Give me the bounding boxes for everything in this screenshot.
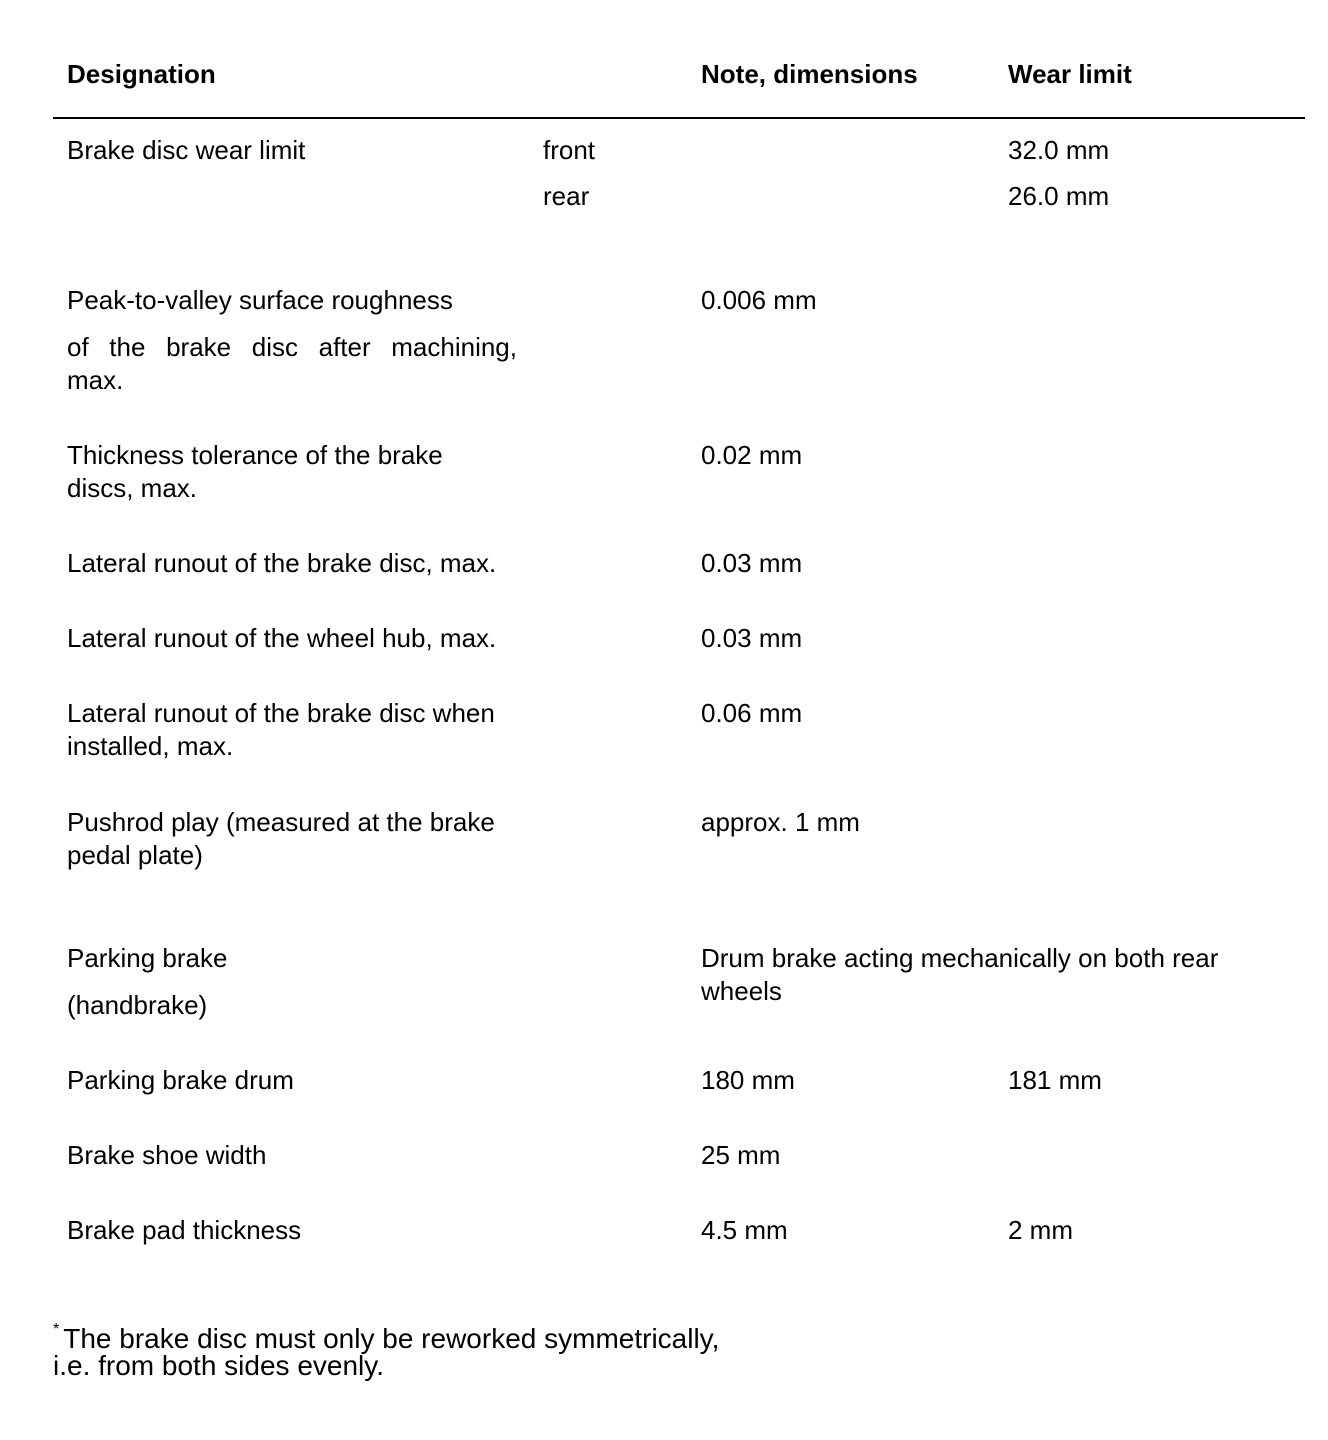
brake-shoe-width-note: 25 mm [701,1140,781,1170]
roughness-label-line3: max. [67,365,124,395]
roughness-label-line2: of the brake disc after machining, [67,332,517,362]
header-designation: Designation [67,59,216,89]
pushrod-play-label-line1: Pushrod play (measured at the brake [67,807,495,837]
pushrod-play-note: approx. 1 mm [701,807,860,837]
lateral-runout-hub-label: Lateral runout of the wheel hub, max. [67,623,497,653]
thickness-tolerance-label-line1: Thickness tolerance of the brake [67,440,443,470]
parking-brake-note-line1: Drum brake acting mechanically on both rear [701,943,1219,973]
brake-pad-thickness-note: 4.5 mm [701,1215,788,1245]
roughness-note: 0.006 mm [701,285,817,315]
thickness-tolerance-note: 0.02 mm [701,440,803,470]
header-wear-limit: Wear limit [1008,59,1132,89]
brake-pad-thickness-wear: 2 mm [1008,1215,1073,1245]
parking-brake-label-line1: Parking brake [67,943,228,973]
front-wear-value: 32.0 mm [1008,135,1110,165]
lateral-runout-hub-note: 0.03 mm [701,623,803,653]
lateral-runout-installed-label-line2: installed, max. [67,731,234,761]
lateral-runout-installed-label-line1: Lateral runout of the brake disc when [67,698,495,728]
lateral-runout-disc-note: 0.03 mm [701,548,803,578]
header-divider [53,117,1305,119]
front-label: front [543,135,596,165]
brake-pad-thickness-label: Brake pad thickness [67,1215,302,1245]
lateral-runout-installed-note: 0.06 mm [701,698,803,728]
brake-disc-wear-limit-label: Brake disc wear limit [67,135,306,165]
parking-brake-drum-wear: 181 mm [1008,1065,1102,1095]
parking-brake-drum-label: Parking brake drum [67,1065,294,1095]
header-note-dimensions: Note, dimensions [701,59,918,89]
parking-brake-drum-note: 180 mm [701,1065,795,1095]
parking-brake-note-line2: wheels [701,976,782,1006]
parking-brake-label-line2: (handbrake) [67,990,208,1020]
footnote-marker: * [53,1321,60,1338]
lateral-runout-disc-label: Lateral runout of the brake disc, max. [67,548,497,578]
rear-wear-value: 26.0 mm [1008,181,1110,211]
rear-label: rear [543,181,590,211]
thickness-tolerance-label-line2: discs, max. [67,473,198,503]
roughness-label-line1: Peak-to-valley surface roughness [67,285,453,315]
footnote-text-line1: The brake disc must only be reworked symmetrically, [63,1323,720,1354]
brake-shoe-width-label: Brake shoe width [67,1140,267,1170]
footnote-line2: i.e. from both sides evenly. [53,1350,384,1381]
pushrod-play-label-line2: pedal plate) [67,840,203,870]
